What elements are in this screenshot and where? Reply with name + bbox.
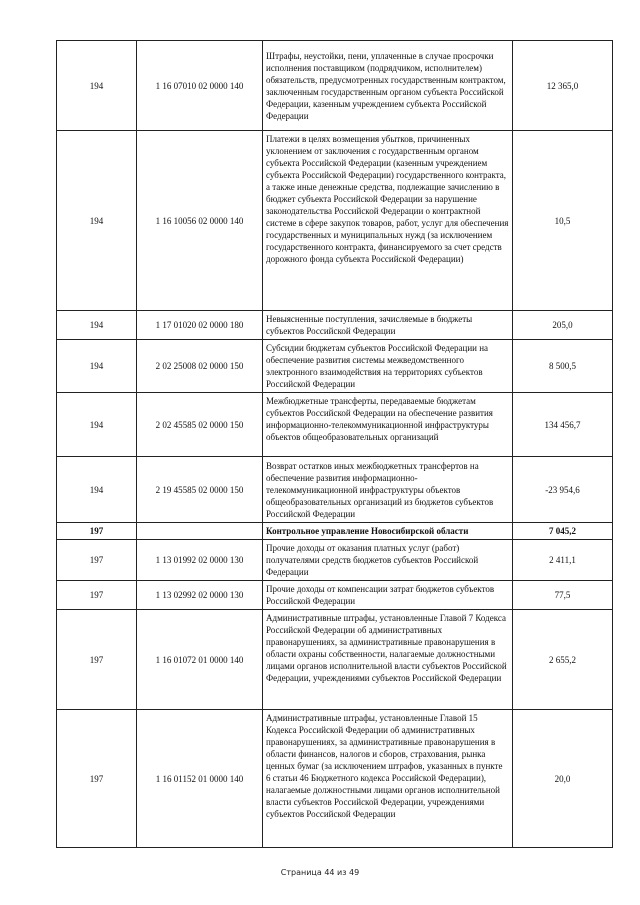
table-row [57, 610, 613, 710]
table-row [57, 311, 613, 340]
amount-cell: 134 456,7 [513, 393, 613, 457]
admin-code-cell: 194 [57, 340, 137, 393]
section-title-cell: Контрольное управление Новосибирской области [263, 523, 513, 540]
admin-code-cell: 194 [57, 41, 137, 131]
amount-cell: 12 365,0 [513, 41, 613, 131]
kbk-code-cell: 1 16 01072 01 0000 140 [137, 610, 263, 710]
revenue-name-cell: Административные штрафы, установленные Главой 15 Кодекса Российской Федерации об административных правонарушениях, за административные правонарушения в области финансов, налогов и сборов, страхования, рынка ценных бумаг (за исключением штрафов, указанных в пункте 6 статьи 46 Бюджетного кодекса Российской Федерации), налагаемые должностными лицами органов исполнительной власти субъектов Российской Федерации, учреждениями субъектов Российской Федерации [263, 710, 513, 848]
amount-cell: 77,5 [513, 581, 613, 610]
admin-code-cell: 197 [57, 540, 137, 581]
revenue-table-page [56, 40, 612, 848]
kbk-code-cell: 2 19 45585 02 0000 150 [137, 457, 263, 523]
amount-cell: 20,0 [513, 710, 613, 848]
admin-code-cell: 197 [57, 710, 137, 848]
kbk-code-cell: 1 13 01992 02 0000 130 [137, 540, 263, 581]
table-row [57, 710, 613, 848]
admin-code-cell: 197 [57, 523, 137, 540]
revenue-table [56, 40, 613, 848]
revenue-name-cell: Субсидии бюджетам субъектов Российской Федерации на обеспечение развития системы межведомственного электронного взаимодействия на территориях субъектов Российской Федерации [263, 340, 513, 393]
admin-code-cell: 197 [57, 581, 137, 610]
revenue-name-cell: Административные штрафы, установленные Главой 7 Кодекса Российской Федерации об административных правонарушениях, за административные правонарушения в области охраны собственности, налагаемые должностными лицами органов исполнительной власти субъектов Российской Федерации, учреждениями субъектов Российской Федерации [263, 610, 513, 710]
amount-cell: 10,5 [513, 131, 613, 311]
table-row [57, 131, 613, 311]
kbk-code-cell: 1 16 07010 02 0000 140 [137, 41, 263, 131]
amount-cell: 8 500,5 [513, 340, 613, 393]
page-number: Страница 44 из 49 [280, 868, 360, 877]
revenue-name-cell: Прочие доходы от компенсации затрат бюджетов субъектов Российской Федерации [263, 581, 513, 610]
admin-code-cell: 197 [57, 610, 137, 710]
table-row [57, 457, 613, 523]
kbk-code-cell: 2 02 25008 02 0000 150 [137, 340, 263, 393]
table-row [57, 340, 613, 393]
section-total-cell: 7 045,2 [513, 523, 613, 540]
table-row [57, 393, 613, 457]
admin-code-cell: 194 [57, 311, 137, 340]
table-row [57, 540, 613, 581]
revenue-name-cell: Межбюджетные трансферты, передаваемые бюджетам субъектов Российской Федерации на обеспечение развития информационно-телекоммуникационной инфраструктуры объектов общеобразовательных организаций [263, 393, 513, 457]
revenue-name-cell: Платежи в целях возмещения убытков, причиненных уклонением от заключения с государственным органом субъекта Российской Федерации (казенным учреждением субъекта Российской Федерации) государственного контракта, а также иные денежные средства, подлежащие зачислению в бюджет субъекта Российской Федерации за нарушение законодательства Российской Федерации о контрактной системе в сфере закупок товаров, работ, услуг для обеспечения государственных и муниципальных нужд (за исключением государственного контракта, финансируемого за счет средств дорожного фонда субъекта Российской Федерации) [263, 131, 513, 311]
table-row [57, 581, 613, 610]
section-header-row [57, 523, 613, 540]
kbk-code-cell: 2 02 45585 02 0000 150 [137, 393, 263, 457]
admin-code-cell: 194 [57, 131, 137, 311]
amount-cell: 2 655,2 [513, 610, 613, 710]
amount-cell: -23 954,6 [513, 457, 613, 523]
revenue-name-cell: Невыясненные поступления, зачисляемые в бюджеты субъектов Российской Федерации [263, 311, 513, 340]
revenue-name-cell: Штрафы, неустойки, пени, уплаченные в случае просрочки исполнения поставщиком (подрядчиком, исполнителем) обязательств, предусмотренных государственным контрактом, заключенным государственным органом субъекта Российской Федерации, казенным учреждением субъекта Российской Федерации [263, 41, 513, 131]
kbk-code-cell: 1 16 01152 01 0000 140 [137, 710, 263, 848]
kbk-code-cell [137, 523, 263, 540]
amount-cell: 205,0 [513, 311, 613, 340]
kbk-code-cell: 1 13 02992 02 0000 130 [137, 581, 263, 610]
kbk-code-cell: 1 16 10056 02 0000 140 [137, 131, 263, 311]
revenue-name-cell: Возврат остатков иных межбюджетных трансфертов на обеспечение развития информационно-телекоммуникационной инфраструктуры объектов общеобразовательных организаций из бюджетов субъектов Российской Федерации [263, 457, 513, 523]
admin-code-cell: 194 [57, 457, 137, 523]
revenue-name-cell: Прочие доходы от оказания платных услуг (работ) получателями средств бюджетов субъектов Российской Федерации [263, 540, 513, 581]
amount-cell: 2 411,1 [513, 540, 613, 581]
table-row [57, 41, 613, 131]
admin-code-cell: 194 [57, 393, 137, 457]
kbk-code-cell: 1 17 01020 02 0000 180 [137, 311, 263, 340]
